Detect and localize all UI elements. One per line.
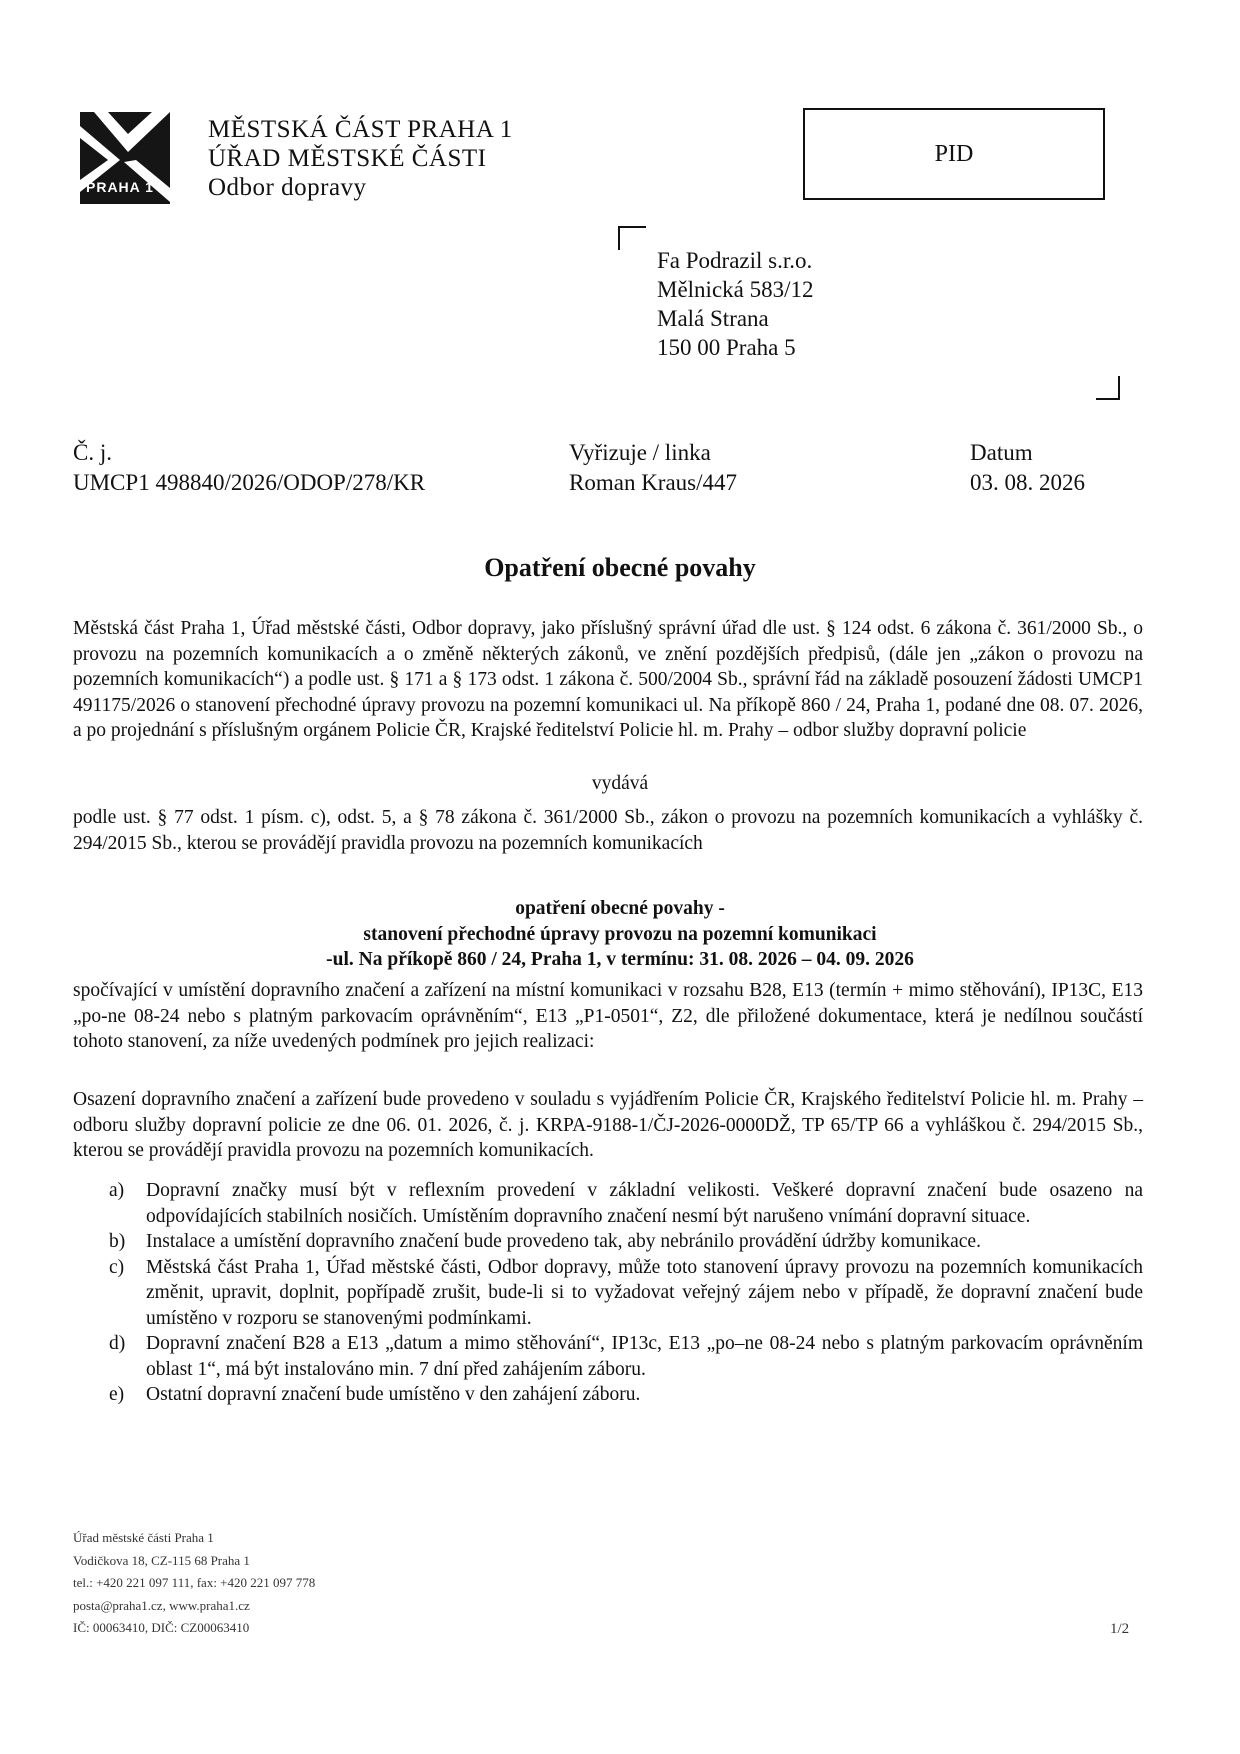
item-text: Městská část Praha 1, Úřad městské části, Odbor dopravy, může toto stanovení úpravy provozu na pozemních komunikacích změnit, upravit, doplnit, popřípadě zrušit, bude-li si to vyžadovat veřejný zájem nebo v případě, že dopravní značení bude umístěno v rozporu se stanovenými podmínkami. [146, 1256, 1143, 1329]
decision-subject [0, 896, 1240, 973]
date-label: Datum [970, 440, 1033, 465]
item-text: Instalace a umístění dopravního značení bude provedeno tak, aby nebránilo provádění údržby komunikace. [146, 1231, 981, 1252]
subject-line: opatření obecné povahy - [515, 898, 725, 919]
address-corner-mark [1096, 376, 1120, 400]
issues-word: vydává [591, 773, 649, 794]
footer-line: Vodičkova 18, CZ-115 68 Praha 1 [73, 1552, 250, 1568]
scope-paragraph: spočívající v umístění dopravního značení a zařízení na místní komunikaci v rozsahu B28, E13 (termín + mimo stěhování), IP13C, E13 „po-ne 08-24 nebo s platným parkovacím oprávněním“, E13 „P1-0501“, Z2, dle přiložené dokumentace, která je nedílnou součástí tohoto stanovení, za níže uvedených podmínek pro jejich realizaci: [73, 980, 1143, 1052]
org-line: Odbor dopravy [208, 174, 367, 201]
item-label: e) [109, 1384, 125, 1405]
document-date [970, 438, 1085, 498]
subject-line: stanovení přechodné úpravy provozu na pozemní komunikaci [363, 923, 877, 945]
handler-value: Roman Kraus/447 [569, 470, 738, 495]
footer-line: IČ: 00063410, DIČ: CZ00063410 [73, 1620, 250, 1635]
list-item [73, 1382, 1143, 1408]
item-label: c) [109, 1256, 125, 1278]
intro-paragraph: Městská část Praha 1, Úřad městské části, Odbor dopravy, jako příslušný správní úřad dle ust. § 124 odst. 6 zákona č. 361/2000 Sb., o provozu na pozemních komunikacích a o změně některých zákonů, ve znění pozdějších předpisů, (dále jen „zákon o provozu na pozemních komunikacích“) a podle ust. § 171 a § 173 odst. 1 zákona č. 500/2004 Sb., správní řád na základě posouzení žádosti UMCP1 491175/2026 o stanovení přechodné úpravy provozu na pozemní komunikaci ul. Na příkopě 860 / 24, Praha 1, podané dne 08. 07. 2026, a po projednání s příslušným orgánem Policie ČR, Krajské ředitelství Policie hl. m. Prahy – odbor služby dopravní policie [73, 618, 1143, 741]
pid-label: PID [934, 140, 974, 167]
address-corner-mark [618, 226, 646, 250]
reference-value: UMCP1 498840/2026/ODOP/278/KR [73, 470, 426, 495]
item-text: Dopravní značky musí být v reflexním provedení v základní velikosti. Veškeré dopravní značení bude osazeno na odpovídajících stabilních nosičích. Umístěním dopravního značení nesmí být narušeno vnímání dopravní situace. [146, 1180, 1143, 1227]
recipient-line: Mělnická 583/12 [657, 277, 814, 302]
item-label: b) [109, 1231, 126, 1252]
conditions-list [73, 1178, 1143, 1408]
footer-line: tel.: +420 221 097 111, fax: +420 221 097 778 [73, 1575, 316, 1590]
logo-text: PRAHA 1 [86, 179, 154, 195]
list-item [73, 1255, 1143, 1332]
document-title: Opatření obecné povahy [484, 553, 756, 582]
reference-number [73, 438, 425, 498]
recipient-address [657, 246, 814, 362]
pid-box [803, 108, 1105, 200]
org-line: ÚŘAD MĚSTSKÉ ČÁSTI [208, 145, 487, 172]
recipient-line: 150 00 Praha 5 [657, 335, 796, 360]
item-label: a) [109, 1180, 125, 1201]
recipient-line: Malá Strana [657, 306, 769, 331]
praha1-logo [80, 112, 170, 204]
legal-basis-paragraph: podle ust. § 77 odst. 1 písm. c), odst. 5, a § 78 zákona č. 361/2000 Sb., zákon o provozu na pozemních komunikacích a vyhlášky č. 294/2015 Sb., kterou se provádějí pravidla provozu na pozemních komunikacích [73, 807, 1143, 854]
subject-line: -ul. Na příkopě 860 / 24, Praha 1, v termínu: 31. 08. 2026 – 04. 09. 2026 [326, 949, 914, 970]
handler-label: Vyřizuje / linka [569, 440, 711, 465]
item-text: Ostatní dopravní značení bude umístěno v den zahájení záboru. [146, 1384, 641, 1405]
organization-name [208, 115, 513, 202]
reference-label: Č. j. [73, 440, 112, 465]
office-footer [73, 1527, 315, 1640]
list-item [73, 1229, 1143, 1255]
installation-paragraph: Osazení dopravního značení a zařízení bude provedeno v souladu s vyjádřením Policie ČR, Krajského ředitelství Policie hl. m. Prahy – odboru služby dopravní policie ze dne 06. 01. 2026, č. j. KRPA-9188-1/ČJ-2026-0000DŽ, TP 65/TP 66 a vyhláškou č. 294/2015 Sb., kterou se provádějí pravidla provozu na pozemních komunikacích. [73, 1089, 1143, 1161]
list-item [73, 1331, 1143, 1382]
recipient-line: Fa Podrazil s.r.o. [657, 248, 813, 273]
item-text: Dopravní značení B28 a E13 „datum a mimo stěhování“, IP13c, E13 „po–ne 08-24 nebo s platným parkovacím oprávněním oblast 1“, má být instalováno min. 7 dní před zahájením záboru. [146, 1333, 1143, 1380]
list-item [73, 1178, 1143, 1229]
item-label: d) [109, 1333, 126, 1354]
page-number: 1/2 [1110, 1621, 1130, 1637]
date-value: 03. 08. 2026 [970, 470, 1085, 495]
handler [569, 438, 737, 498]
footer-line: posta@praha1.cz, www.praha1.cz [73, 1597, 250, 1613]
footer-line: Úřad městské části Praha 1 [73, 1530, 214, 1545]
org-line: MĚSTSKÁ ČÁST PRAHA 1 [208, 116, 513, 143]
